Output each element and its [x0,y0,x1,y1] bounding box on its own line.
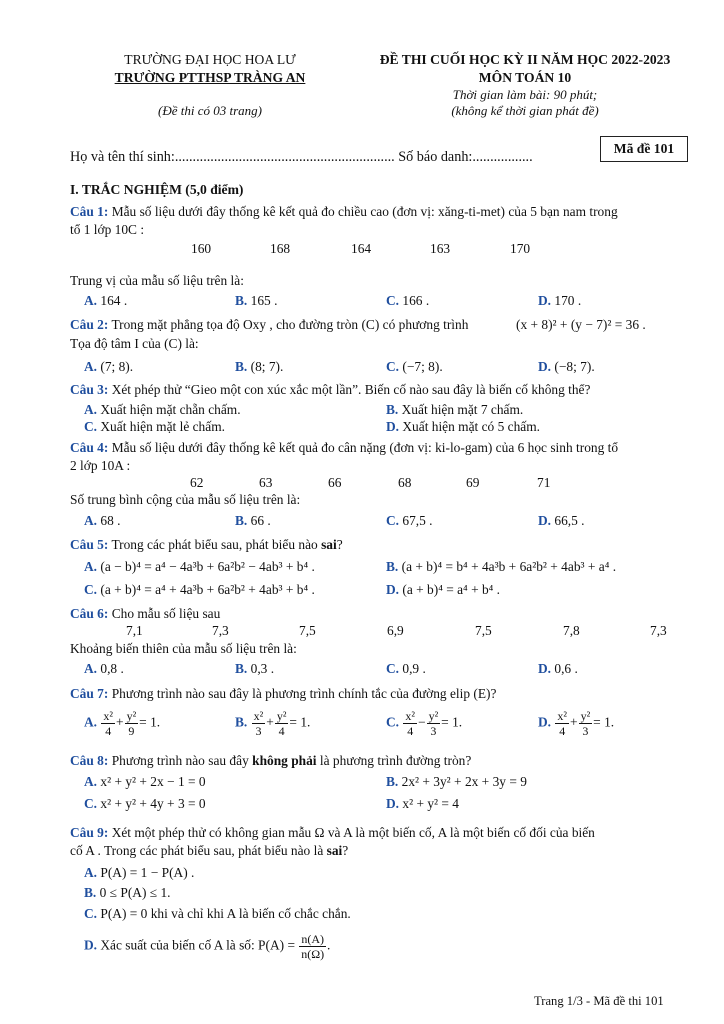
fraction [299,932,326,961]
q7-option-c[interactable] [386,709,462,738]
option-text: 0 ≤ P(A) ≤ 1. [99,885,171,900]
school-name-1: TRƯỜNG ĐẠI HỌC HOA LƯ [124,52,296,67]
q1-option-a[interactable] [84,293,127,309]
option-letter: B. [235,293,248,308]
question-4-text: Mẫu số liệu dưới đây thống kê kết quả đo cân nặng (đơn vị: ki-lo-gam) của 6 học sinh trong tổ [111,440,619,455]
data-value: 68 [398,475,412,490]
question-8 [70,753,471,769]
option-text: x² + y² + 4y + 3 = 0 [100,796,206,811]
denominator: n(Ω) [301,947,325,961]
question-1-text: Mẫu số liệu dưới đây thống kê kết quả đo chiều cao (đơn vị: xăng-ti-met) của 5 bạn nam trong [111,204,618,219]
question-5-text-end: ? [336,537,343,552]
data-value: 66 [328,475,342,490]
option-text: P(A) = 0 khi và chỉ khi A là biến cố chắc chắn. [100,906,351,921]
data-value: 160 [191,241,212,256]
equation-rhs: = 1. [139,714,161,730]
data-value: 7,5 [299,623,316,638]
option-letter: D. [538,513,552,528]
question-6-text: Cho mẫu số liệu sau [111,606,221,621]
operator: + [570,714,578,730]
numerator: y² [428,709,439,723]
data-value: 69 [466,475,480,490]
data-value: 62 [190,475,204,490]
q1-option-d[interactable] [538,293,581,309]
question-8-label: Câu 8: [70,753,109,768]
option-letter: A. [84,661,98,676]
option-letter: C. [386,661,400,676]
equation-rhs: = 1. [441,714,463,730]
question-4-label: Câu 4: [70,440,109,455]
candidate-line: Họ và tên thí sinh:.............................................................. Số báo danh:................. [70,149,533,165]
q6-option-c[interactable] [386,661,426,677]
numerator: y² [580,709,591,723]
q2-option-d[interactable] [538,359,595,375]
fraction [252,709,266,738]
option-letter: C. [84,419,98,434]
q1-option-b[interactable] [235,293,277,309]
numerator: x² [405,709,415,723]
numerator: x² [253,709,264,723]
option-letter: D. [386,796,400,811]
option-text: 2x² + 3y² + 2x + 3y = 9 [401,774,527,789]
section-title: I. TRẮC NGHIỆM (5,0 điểm) [70,182,244,197]
q1-option-c[interactable] [386,293,429,309]
fraction [579,709,593,738]
q5-option-b[interactable] [386,559,616,575]
option-text: 0,6 . [554,661,578,676]
option-text: 68 . [100,513,121,528]
option-text: P(A) = 1 − P(A) . [100,865,195,880]
option-letter: D. [84,937,98,953]
data-value: 7,3 [650,623,667,638]
question-5-text: Trong các phát biểu sau, phát biểu nào [111,537,318,552]
question-2-equation: (x + 8)² + (y − 7)² = 36 . [516,317,646,332]
option-text: 164 . [100,293,128,308]
q4-option-d[interactable] [538,513,585,529]
question-9-text: Xét một phép thử có không gian mẫu Ω và A là một biến cố, A là một biến cố đối của biến [111,825,595,840]
option-letter: D. [538,714,552,730]
exam-time-note: (không kể thời gian phát đề) [451,103,599,118]
q7-option-d[interactable] [538,709,614,738]
question-4-text-2: 2 lớp 10A : [70,458,131,473]
option-letter: C. [84,906,98,921]
numerator: y² [126,709,137,723]
option-text: (7; 8). [100,359,134,374]
option-text: 170 . [554,293,582,308]
question-7 [70,686,496,702]
q8-option-d[interactable] [386,796,459,812]
question-9-text-end: ? [342,843,349,858]
option-text: 0,8 . [100,661,124,676]
q8-option-b[interactable] [386,774,527,790]
fraction [555,709,569,738]
question-1-text-2: tổ 1 lớp 10C : [70,222,145,237]
operator: − [418,714,426,730]
question-7-label: Câu 7: [70,686,109,701]
data-value: 7,1 [126,623,143,638]
option-letter: B. [84,885,97,900]
option-text: Xuất hiện mặt có 5 chấm. [402,419,540,434]
q5-option-a[interactable] [84,559,315,575]
question-6 [70,606,220,622]
option-letter: C. [386,359,400,374]
question-1-label: Câu 1: [70,204,109,219]
q6-option-b[interactable] [235,661,274,677]
option-letter: A. [84,774,98,789]
option-letter: A. [84,359,98,374]
q7-option-a[interactable] [84,709,160,738]
question-1 [70,204,618,220]
option-letter: B. [235,714,248,730]
option-text: (a + b)⁴ = a⁴ + 4a³b + 6a²b² + 4ab³ + b⁴ . [100,582,315,597]
question-9-text-2: cố A . Trong các phát biểu sau, phát biểu nào là [70,843,324,858]
q2-option-b[interactable] [235,359,283,375]
option-letter: A. [84,559,98,574]
operator: + [116,714,124,730]
exam-time: Thời gian làm bài: 90 phút; [452,87,598,102]
denominator: 3 [430,724,437,738]
operator: + [266,714,274,730]
option-text: Xác suất của biến cố A là số: P(A) = [100,937,295,953]
option-text: Xuất hiện mặt 7 chấm. [401,402,524,417]
question-7-text: Phương trình nào sau đây là phương trình chính tắc của đường elip (E)? [111,686,497,701]
question-4-prompt: Số trung bình cộng của mẫu số liệu trên là: [70,492,301,507]
option-letter: D. [386,582,400,597]
option-text: (a − b)⁴ = a⁴ − 4a³b + 6a²b² − 4ab³ + b⁴ . [100,559,315,574]
question-5-label: Câu 5: [70,537,109,552]
option-letter: B. [386,559,399,574]
q2-option-c[interactable] [386,359,443,375]
option-letter: B. [235,661,248,676]
option-letter: D. [386,419,400,434]
option-text: 67,5 . [402,513,433,528]
numerator: y² [276,709,287,723]
denominator: 3 [255,724,262,738]
data-value: 170 [510,241,531,256]
option-text: x² + y² = 4 [402,796,460,811]
fraction [403,709,417,738]
option-text: 166 . [402,293,430,308]
question-2-text: Trong mặt phẳng tọa độ Oxy , cho đường tròn (C) có phương trình [111,317,469,332]
option-text: (a + b)⁴ = a⁴ + b⁴ . [402,582,501,597]
option-text: (8; 7). [250,359,284,374]
question-2-label: Câu 2: [70,317,109,332]
q9-option-d[interactable] [84,932,330,961]
option-letter: A. [84,513,98,528]
question-3 [70,382,590,398]
question-8-emphasis: không phải [252,753,317,768]
option-text: (a + b)⁴ = b⁴ + 4a³b + 6a²b² + 4ab³ + a⁴ . [401,559,617,574]
numerator: x² [103,709,113,723]
equation-rhs: = 1. [289,714,311,730]
option-letter: A. [84,714,98,730]
question-9-label: Câu 9: [70,825,109,840]
q9-option-b[interactable] [84,885,171,901]
denominator: 4 [278,724,285,738]
exam-subject: MÔN TOÁN 10 [478,70,572,85]
denominator: 4 [407,724,414,738]
q3-option-c[interactable] [84,419,225,435]
option-letter: D. [538,359,552,374]
denominator: 4 [105,724,112,738]
question-8-text: Phương trình nào sau đây [111,753,249,768]
question-8-text-end: là phương trình đường tròn? [319,753,472,768]
q5-option-d[interactable] [386,582,500,598]
school-name-2: TRƯỜNG PTTHSP TRÀNG AN [114,70,306,85]
question-3-label: Câu 3: [70,382,109,397]
denominator: 9 [128,724,135,738]
q7-option-b[interactable] [235,709,310,738]
q3-option-a[interactable] [84,402,241,418]
q2-option-a[interactable] [84,359,133,375]
data-value: 7,3 [212,623,229,638]
option-text: 0,3 . [250,661,275,676]
question-4 [70,440,618,456]
option-letter: B. [386,774,399,789]
question-6-label: Câu 6: [70,606,109,621]
option-text: x² + y² + 2x − 1 = 0 [100,774,206,789]
option-letter: A. [84,865,98,880]
data-value: 168 [270,241,291,256]
exam-title: ĐỀ THI CUỐI HỌC KỲ II NĂM HỌC 2022-2023 [379,52,671,67]
option-letter: A. [84,402,98,417]
pages-note: (Đề thi có 03 trang) [158,103,262,118]
option-letter: C. [84,582,98,597]
question-2 [70,317,468,333]
option-letter: D. [538,661,552,676]
q5-option-c[interactable] [84,582,315,598]
option-text: (−7; 8). [402,359,443,374]
q9-option-a[interactable] [84,865,194,881]
denominator: 4 [559,724,566,738]
question-1-prompt: Trung vị của mẫu số liệu trên là: [70,273,244,288]
q6-option-d[interactable] [538,661,578,677]
numerator: x² [557,709,567,723]
exam-code-box: Mã đề 101 [600,136,688,162]
option-letter: D. [538,293,552,308]
option-text: Xuất hiện mặt lẻ chấm. [100,419,225,434]
option-letter: A. [84,293,98,308]
data-value: 164 [351,241,372,256]
fraction [125,709,139,738]
option-letter: C. [386,513,400,528]
fraction [275,709,289,738]
question-9-emphasis: sai [326,843,343,858]
q6-option-a[interactable] [84,661,124,677]
question-5-emphasis: sai [321,537,337,552]
data-value: 7,8 [563,623,580,638]
denominator: 3 [582,724,589,738]
equation-rhs: = 1. [593,714,615,730]
fraction [101,709,115,738]
option-letter: C. [386,293,400,308]
q4-option-c[interactable] [386,513,433,529]
q8-option-c[interactable] [84,796,206,812]
period: . [327,937,331,953]
q3-option-d[interactable] [386,419,540,435]
question-2-text-2: Tọa độ tâm I của (C) là: [70,336,199,351]
q9-option-c[interactable] [84,906,351,922]
option-letter: C. [84,796,98,811]
data-value: 163 [430,241,451,256]
page-footer: Trang 1/3 - Mã đề thi 101 [534,994,664,1008]
question-3-text: Xét phép thử “Gieo một con xúc xắc một lần”. Biến cố nào sau đây là biến cố không thể? [111,382,591,397]
option-letter: B. [386,402,399,417]
data-value: 7,5 [475,623,492,638]
option-text: 0,9 . [402,661,426,676]
fraction [427,709,441,738]
data-value: 71 [537,475,551,490]
q3-option-b[interactable] [386,402,523,418]
option-letter: C. [386,714,400,730]
option-letter: B. [235,359,248,374]
q8-option-a[interactable] [84,774,206,790]
data-value: 63 [259,475,273,490]
question-9-line-2 [70,843,348,859]
question-6-prompt: Khoảng biến thiên của mẫu số liệu trên là: [70,641,297,656]
option-text: 165 . [250,293,278,308]
option-text: Xuất hiện mặt chẵn chấm. [100,402,241,417]
option-letter: B. [235,513,248,528]
option-text: 66,5 . [554,513,585,528]
question-5 [70,537,343,553]
option-text: (−8; 7). [554,359,595,374]
q4-option-a[interactable] [84,513,120,529]
option-text: 66 . [250,513,271,528]
data-value: 6,9 [387,623,404,638]
question-9 [70,825,595,841]
q4-option-b[interactable] [235,513,271,529]
numerator: n(A) [301,932,325,946]
